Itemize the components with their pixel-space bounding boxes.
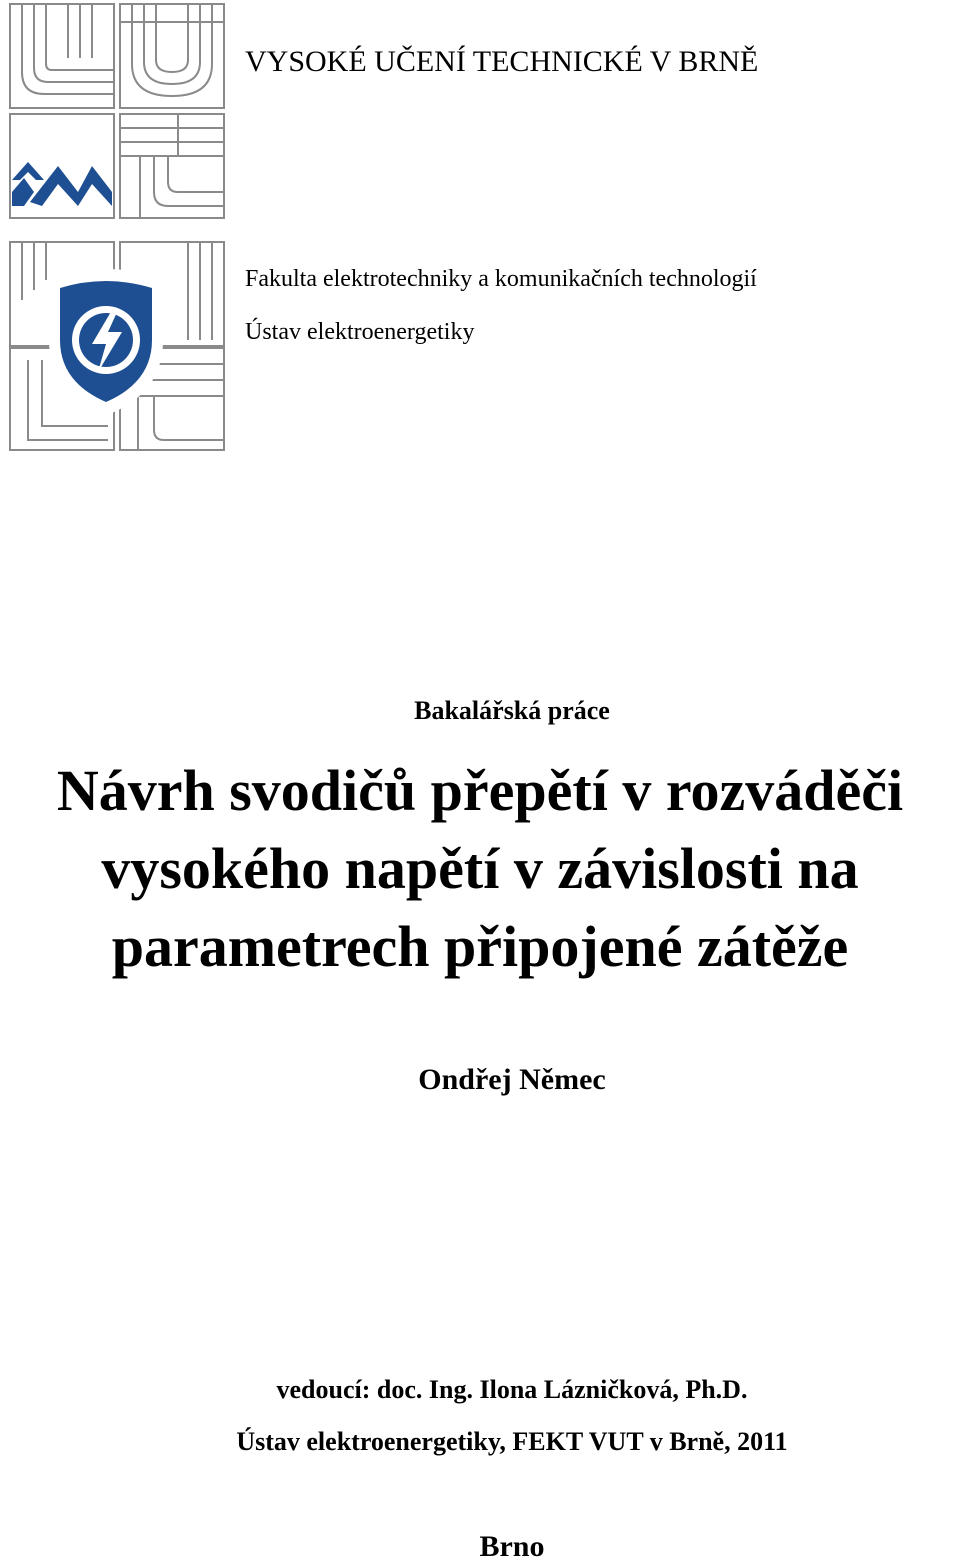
university-name: VYSOKÉ UČENÍ TECHNICKÉ V BRNĚ [245, 45, 759, 78]
thesis-title-line-3: parametrech připojené zátěže [111, 914, 849, 979]
faculty-name: Fakulta elektrotechniky a komunikačních technologií [245, 266, 757, 292]
city-name: Brno [479, 1530, 545, 1563]
institute-name: Ústav elektroenergetiky [245, 319, 475, 345]
author-name: Ondřej Němec [418, 1063, 606, 1096]
thesis-type: Bakalářská práce [414, 696, 610, 725]
supervisor-line: vedoucí: doc. Ing. Ilona Lázničková, Ph.D. [276, 1375, 748, 1404]
thesis-title-line-2: vysokého napětí v závislosti na [101, 836, 859, 901]
university-logo-icon [8, 2, 226, 220]
thesis-title [0, 752, 960, 986]
thesis-title-line-1: Návrh svodičů přepětí v rozváděči [56, 758, 904, 823]
footer-institute-line: Ústav elektroenergetiky, FEKT VUT v Brně, 2011 [236, 1427, 788, 1456]
faculty-logo-icon [8, 240, 226, 452]
